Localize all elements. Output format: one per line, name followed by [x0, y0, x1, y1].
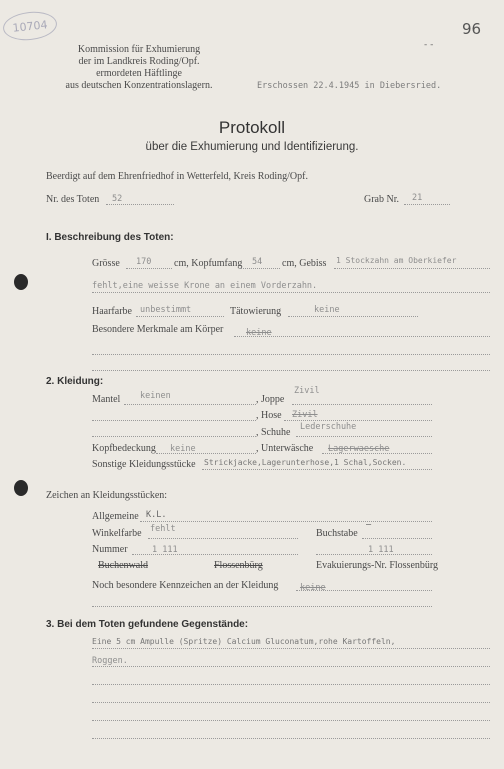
evacuation-label: Evakuierungs-Nr. Flossenbürg	[316, 560, 439, 571]
general-marks-label: Allgemeine	[92, 511, 139, 522]
shoes-value: Lederschuhe	[300, 422, 357, 432]
commission-line: Kommission für Exhumierung	[77, 44, 201, 55]
number-value-evacuation: 1 111	[368, 545, 394, 555]
section-3-heading: 3. Bei dem Toten gefundene Gegenstände:	[46, 619, 249, 630]
hair-value: unbestimmt	[140, 305, 192, 315]
section-2-heading: 2. Kleidung:	[46, 376, 104, 387]
number-value-buchenwald: 1 111	[152, 545, 178, 555]
trousers-label: , Hose	[256, 410, 282, 421]
coat-value: keinen	[140, 391, 171, 401]
further-marks-value: keine	[300, 583, 326, 593]
page-title: Protokoll	[218, 118, 286, 137]
found-items-line-1: Eine 5 cm Ampulle (Spritze) Calcium Gluconatum,rohe Kartoffeln,	[92, 637, 396, 646]
general-marks-value: K.L.	[146, 510, 167, 520]
coat-label: Mantel	[92, 394, 121, 405]
tattoo-value: keine	[314, 305, 340, 315]
section-1-heading: I. Beschreibung des Toten:	[46, 232, 174, 243]
headwear-label: Kopfbedeckung	[92, 443, 156, 454]
jacket-label: , Joppe	[256, 394, 285, 405]
grave-number-value: 21	[412, 193, 423, 203]
headwear-value: keine	[170, 444, 196, 454]
jacket-value: Zivil	[294, 386, 320, 396]
size-label: Grösse	[92, 258, 120, 269]
clothing-marks-heading: Zeichen an Kleidungsstücken:	[46, 490, 168, 501]
trousers-value: Zivil	[292, 410, 318, 420]
found-items-line-2: Roggen.	[92, 656, 128, 666]
teeth-label: cm, Gebiss	[282, 258, 327, 269]
head-circumference-label: cm, Kopfumfang	[174, 258, 243, 269]
commission-line: aus deutschen Konzentrationslagern.	[65, 80, 213, 91]
tattoo-label: Tätowierung	[230, 306, 282, 317]
angle-color-label: Winkelfarbe	[92, 528, 142, 539]
punch-hole	[14, 274, 28, 290]
further-marks-label: Noch besondere Kennzeichen an der Kleidung	[92, 580, 279, 591]
dead-number-label: Nr. des Toten	[46, 194, 100, 205]
burial-line: Beerdigt auf dem Ehrenfriedhof in Wetterfeld, Kreis Roding/Opf.	[46, 171, 308, 182]
body-marks-value: keine	[246, 328, 272, 338]
flossenburg-option: Flossenbürg	[214, 560, 263, 571]
grave-number-label: Grab Nr.	[364, 194, 399, 205]
underwear-label: , Unterwäsche	[256, 443, 314, 454]
archive-stamp: 10704	[2, 9, 59, 42]
letter-value: —	[366, 520, 372, 530]
underwear-value: Lagerwaesche	[328, 444, 390, 454]
body-marks-label: Besondere Merkmale am Körper	[92, 324, 224, 335]
teeth-value: 1 Stockzahn am Oberkiefer	[336, 256, 457, 265]
commission-header	[54, 44, 224, 92]
number-label: Nummer	[92, 544, 128, 555]
teeth-value-continued: fehlt,eine weisse Krone an einem Vorderzahn.	[92, 281, 318, 291]
execution-note: Erschossen 22.4.1945 in Diebersried.	[257, 81, 442, 91]
punch-hole	[14, 480, 28, 496]
buchenwald-option: Buchenwald	[98, 560, 148, 571]
other-clothing-label: Sonstige Kleidungsstücke	[92, 459, 196, 470]
page-subtitle: über die Exhumierung und Identifizierung.	[145, 141, 359, 153]
page-number: 96	[462, 20, 482, 38]
angle-color-value: fehlt	[150, 524, 176, 534]
commission-line: ermordeten Häftlinge	[96, 68, 182, 79]
commission-line: der im Landkreis Roding/Opf.	[78, 56, 200, 67]
size-value: 170	[136, 257, 152, 267]
head-circumference-value: 54	[252, 257, 263, 267]
corner-mark: - -	[424, 40, 434, 50]
dead-number-value: 52	[112, 194, 123, 204]
other-clothing-value: Strickjacke,Lagerunterhose,1 Schal,Socken.	[204, 458, 407, 467]
hair-label: Haarfarbe	[92, 306, 132, 317]
shoes-label: , Schuhe	[256, 427, 291, 438]
letter-label: Buchstabe	[316, 528, 358, 539]
